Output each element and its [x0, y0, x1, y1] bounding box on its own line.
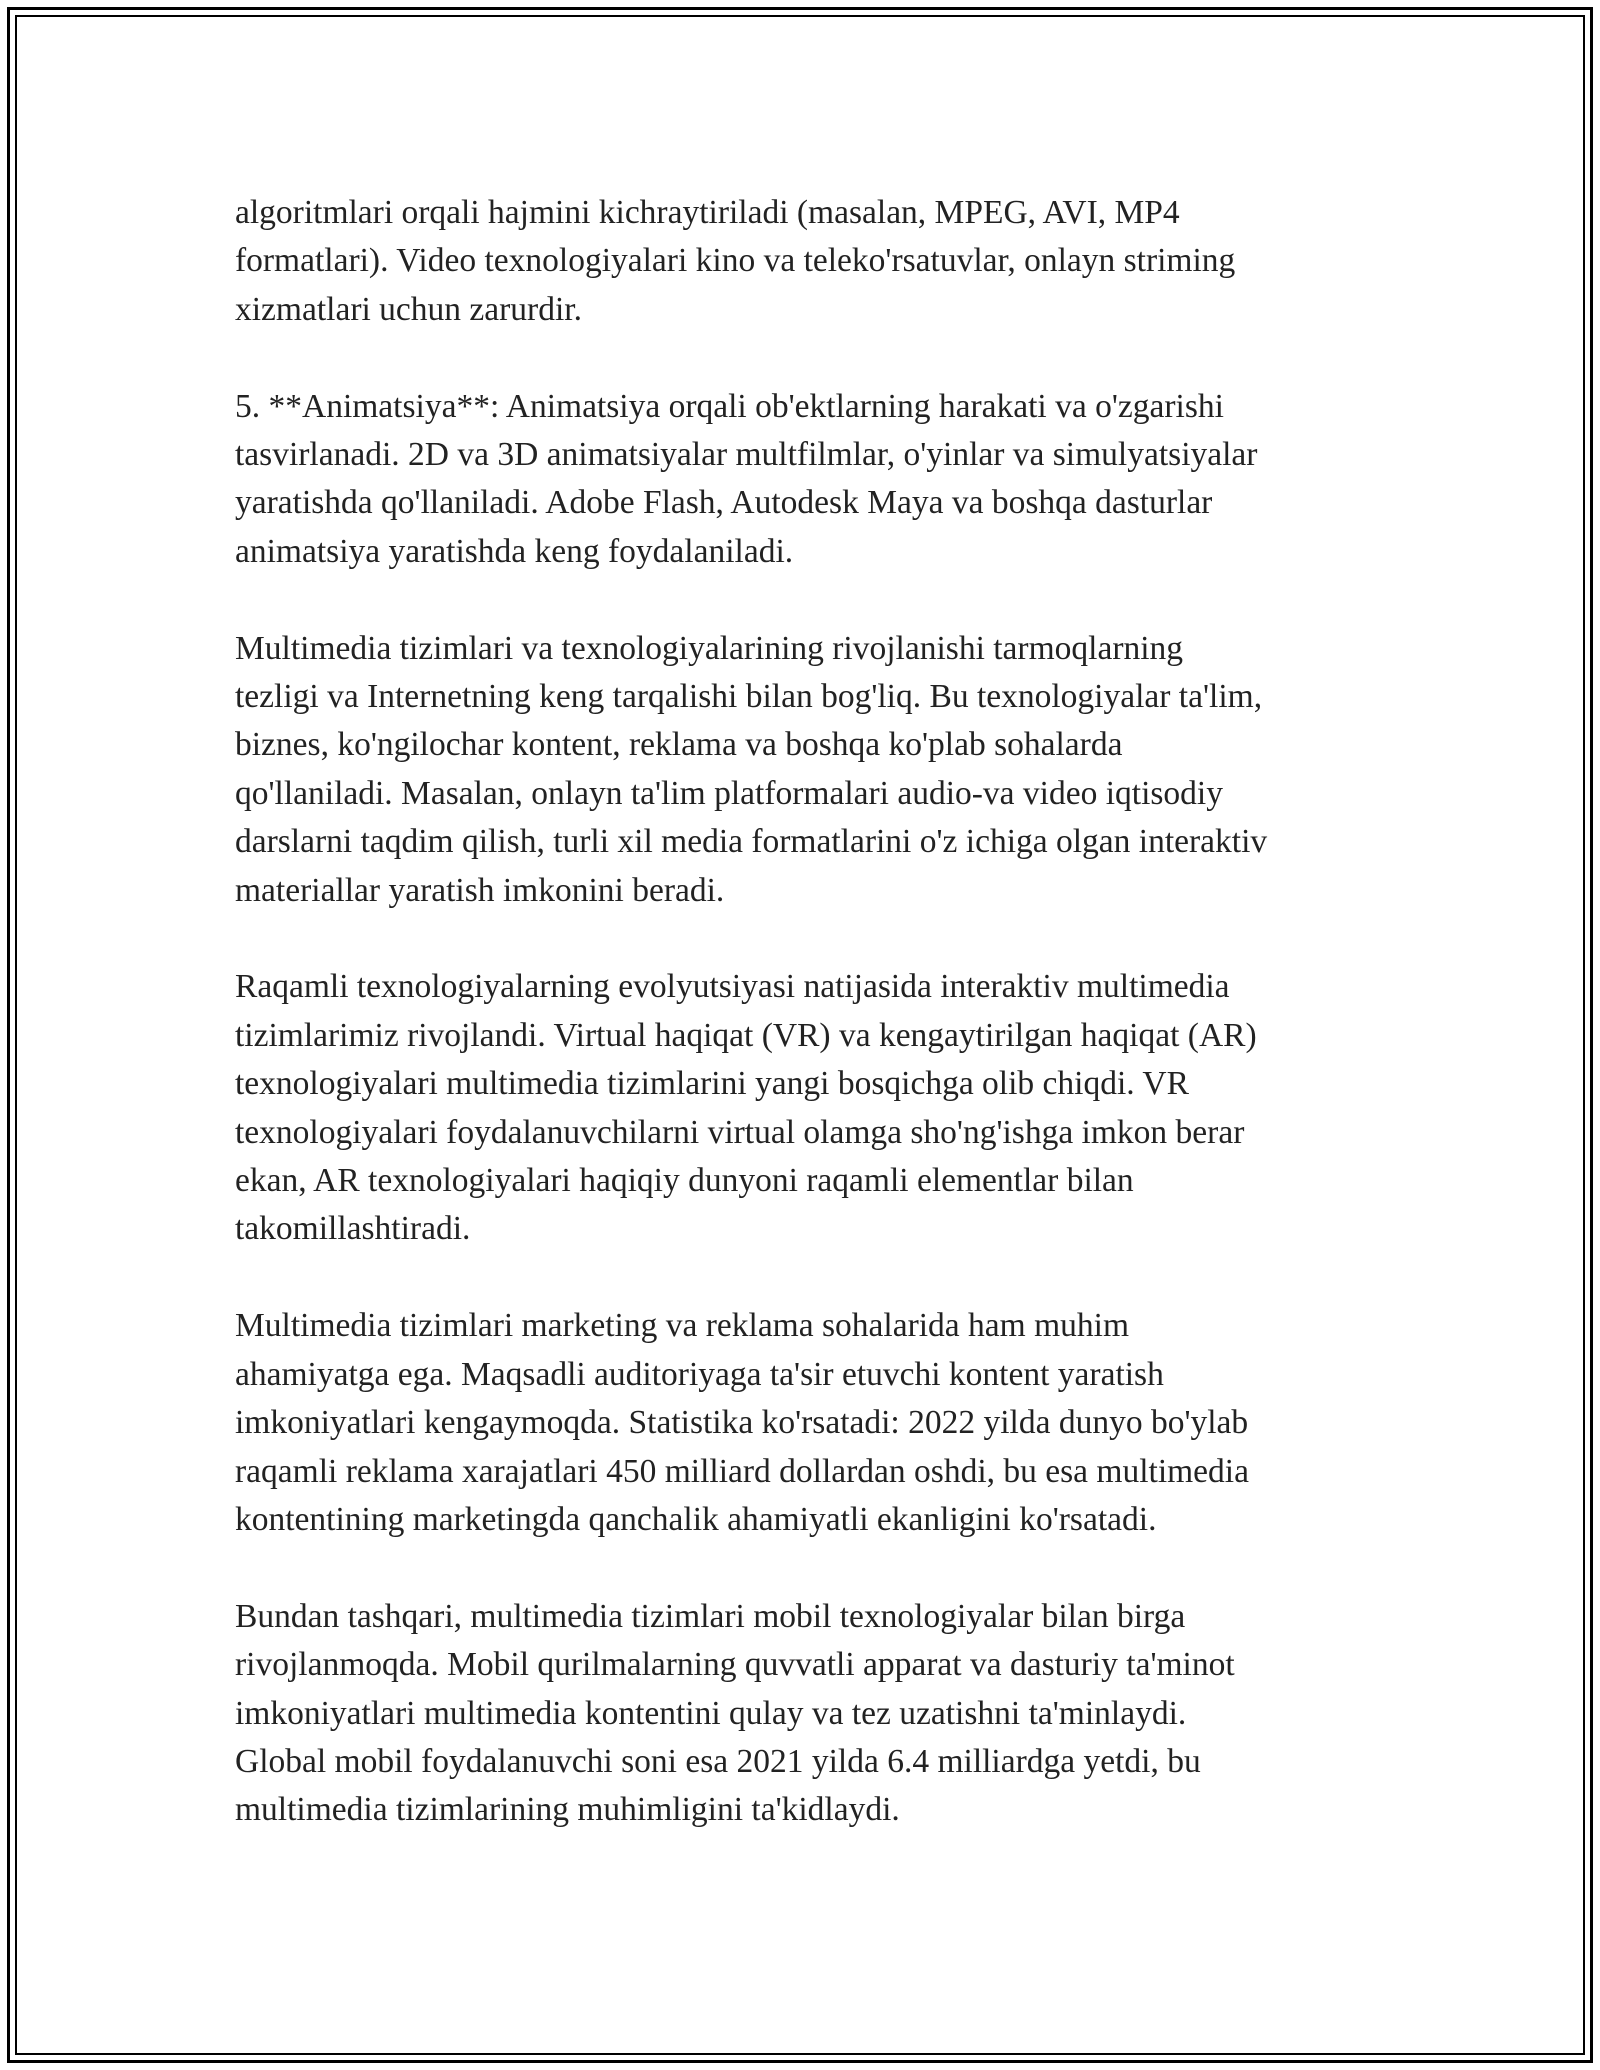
text-line: Bundan tashqari, multimedia tizimlari mobil texnologiyalar bilan birga — [235, 1597, 1186, 1635]
text-line: tezligi va Internetning keng tarqalishi bilan bog'liq. Bu texnologiyalar ta'lim, — [235, 678, 1263, 716]
text-line: xizmatlari uchun zarurdir. — [235, 290, 582, 328]
text-line: darslarni taqdim qilish, turli xil media formatlarini o'z ichiga olgan interaktiv — [235, 823, 1268, 861]
text-line: takomillashtiradi. — [235, 1210, 471, 1248]
text-line: ekan, AR texnologiyalari haqiqiy dunyoni raqamli elementlar bilan — [235, 1162, 1134, 1200]
text-line: imkoniyatlari multimedia kontentini qulay va tez uzatishni ta'minlaydi. — [235, 1694, 1187, 1732]
text-line: 5. **Animatsiya**: Animatsiya orqali ob'ektlarning harakati va o'zgarishi — [235, 387, 1224, 425]
text-line: texnologiyalari multimedia tizimlarini yangi bosqichga olib chiqdi. VR — [235, 1065, 1189, 1103]
document-body — [235, 189, 1395, 1883]
text-line: biznes, ko'ngilochar kontent, reklama va boshqa ko'plab sohalarda — [235, 726, 1123, 764]
text-line: rivojlanmoqda. Mobil qurilmalarning quvvatli apparat va dasturiy ta'minot — [235, 1646, 1235, 1684]
paragraph-marketing — [235, 1302, 1395, 1544]
text-line: algoritmlari orqali hajmini kichraytiriladi (masalan, MPEG, AVI, MP4 — [235, 194, 1180, 231]
text-line: ahamiyatga ega. Maqsadli auditoriyaga ta'sir etuvchi kontent yaratish — [235, 1355, 1164, 1393]
text-line: kontentining marketingda qanchalik ahamiyatli ekanligini ko'rsatadi. — [235, 1500, 1157, 1538]
paragraph-animation — [235, 383, 1395, 577]
text-line: formatlari). Video texnologiyalari kino va teleko'rsatuvlar, onlayn striming — [235, 242, 1236, 280]
paragraph-vr-ar — [235, 963, 1395, 1253]
text-line: qo'llaniladi. Masalan, onlayn ta'lim platformalari audio-va video iqtisodiy — [235, 774, 1223, 812]
text-line: Multimedia tizimlari marketing va reklama sohalarida ham muhim — [235, 1307, 1129, 1345]
paragraph-video-continuation — [235, 189, 1395, 334]
paragraph-mobile — [235, 1593, 1395, 1835]
text-line: tasvirlanadi. 2D va 3D animatsiyalar multfilmlar, o'yinlar va simulyatsiyalar — [235, 436, 1258, 474]
text-line: materiallar yaratish imkonini beradi. — [235, 871, 725, 909]
text-line: raqamli reklama xarajatlari 450 milliard dollardan oshdi, bu esa multimedia — [235, 1452, 1249, 1490]
text-line: imkoniyatlari kengaymoqda. Statistika ko'rsatadi: 2022 yilda dunyo bo'ylab — [235, 1404, 1249, 1442]
text-line: texnologiyalari foydalanuvchilarni virtual olamga sho'ng'ishga imkon berar — [235, 1113, 1245, 1151]
text-line: multimedia tizimlarining muhimligini ta'kidlaydi. — [235, 1791, 900, 1829]
text-line: Multimedia tizimlari va texnologiyalarining rivojlanishi tarmoqlarning — [235, 629, 1184, 667]
text-line: animatsiya yaratishda keng foydalaniladi. — [235, 532, 794, 570]
text-line: tizimlarimiz rivojlandi. Virtual haqiqat (VR) va kengaytirilgan haqiqat (AR) — [235, 1016, 1257, 1054]
text-line: Raqamli texnologiyalarning evolyutsiyasi natijasida interaktiv multimedia — [235, 968, 1230, 1006]
text-line: Global mobil foydalanuvchi soni esa 2021 yilda 6.4 milliardga yetdi, bu — [235, 1742, 1201, 1780]
text-line: yaratishda qo'llaniladi. Adobe Flash, Autodesk Maya va boshqa dasturlar — [235, 484, 1213, 522]
paragraph-multimedia-development — [235, 625, 1395, 915]
